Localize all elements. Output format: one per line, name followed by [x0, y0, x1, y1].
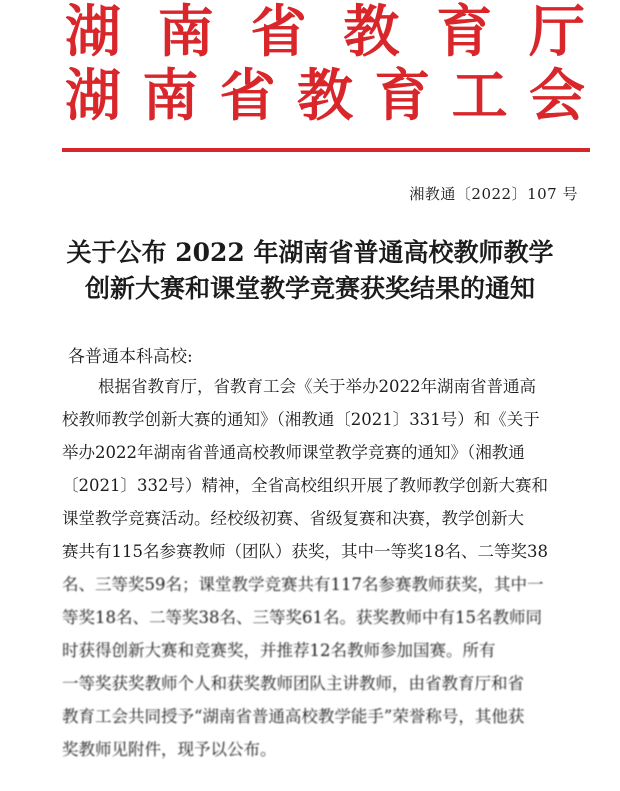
title-line: 创新大赛和课堂教学竞赛获奖结果的通知	[84, 274, 535, 303]
red-divider	[62, 148, 590, 152]
org-char: 湖	[65, 63, 121, 129]
body-line: 时获得创新大赛和竞赛奖，并推荐12名教师参加国赛。所有	[62, 641, 496, 660]
letterhead	[0, 0, 620, 160]
org-char: 省	[250, 0, 307, 65]
body-line: 等奖18名、二等奖38名、三等奖61名。获奖教师中有15名教师同	[62, 608, 542, 627]
body-line: 名、三等奖59名；课堂教学竞赛共有117名参赛教师获奖，其中一	[62, 575, 544, 594]
body-text	[62, 370, 592, 766]
title-line: 关于公布 2022 年湖南省普通高校教师教学	[66, 238, 554, 267]
org-char: 南	[142, 63, 199, 129]
body-line: 根据省教育厅，省教育工会《关于举办2022年湖南省普通高	[98, 377, 536, 396]
org-char: 育	[374, 63, 431, 129]
issuer-education-union	[65, 63, 585, 129]
org-char: 教	[343, 0, 400, 65]
org-char: 工	[451, 63, 508, 129]
org-char: 育	[436, 0, 493, 65]
addressee: 各普通本科高校:	[68, 347, 193, 367]
org-char: 省	[219, 63, 276, 129]
body-line: 举办2022年湖南省普通高校教师课堂教学竞赛的通知》（湘教通	[62, 443, 525, 462]
issuer-education-department	[65, 0, 585, 65]
org-char: 厅	[528, 0, 585, 65]
org-char: 南	[157, 0, 214, 65]
org-char: 会	[528, 63, 585, 129]
body-line: 一等奖获奖教师个人和获奖教师团队主讲教师，由省教育厅和省	[62, 674, 524, 693]
body-line: 赛共有115名参赛教师（团队）获奖，其中一等奖18名、二等奖38	[62, 542, 548, 561]
org-char: 教	[296, 63, 353, 129]
org-char: 湖	[65, 0, 121, 65]
body-line: 〔2021〕332号）精神，全省高校组织开展了教师教学创新大赛和	[62, 476, 548, 495]
body-line: 校教师教学创新大赛的通知》（湘教通〔2021〕331号）和《关于	[62, 410, 540, 429]
document-number: 湘教通〔2022〕107 号	[409, 185, 578, 203]
body-line: 教育工会共同授予“湖南省普通高校教学能手”荣誉称号，其他获	[62, 707, 525, 726]
body-line: 课堂教学竞赛活动。经校级初赛、省级复赛和决赛，教学创新大	[62, 509, 524, 528]
body-line: 奖教师见附件，现予以公布。	[62, 740, 277, 759]
document-title	[60, 235, 560, 307]
